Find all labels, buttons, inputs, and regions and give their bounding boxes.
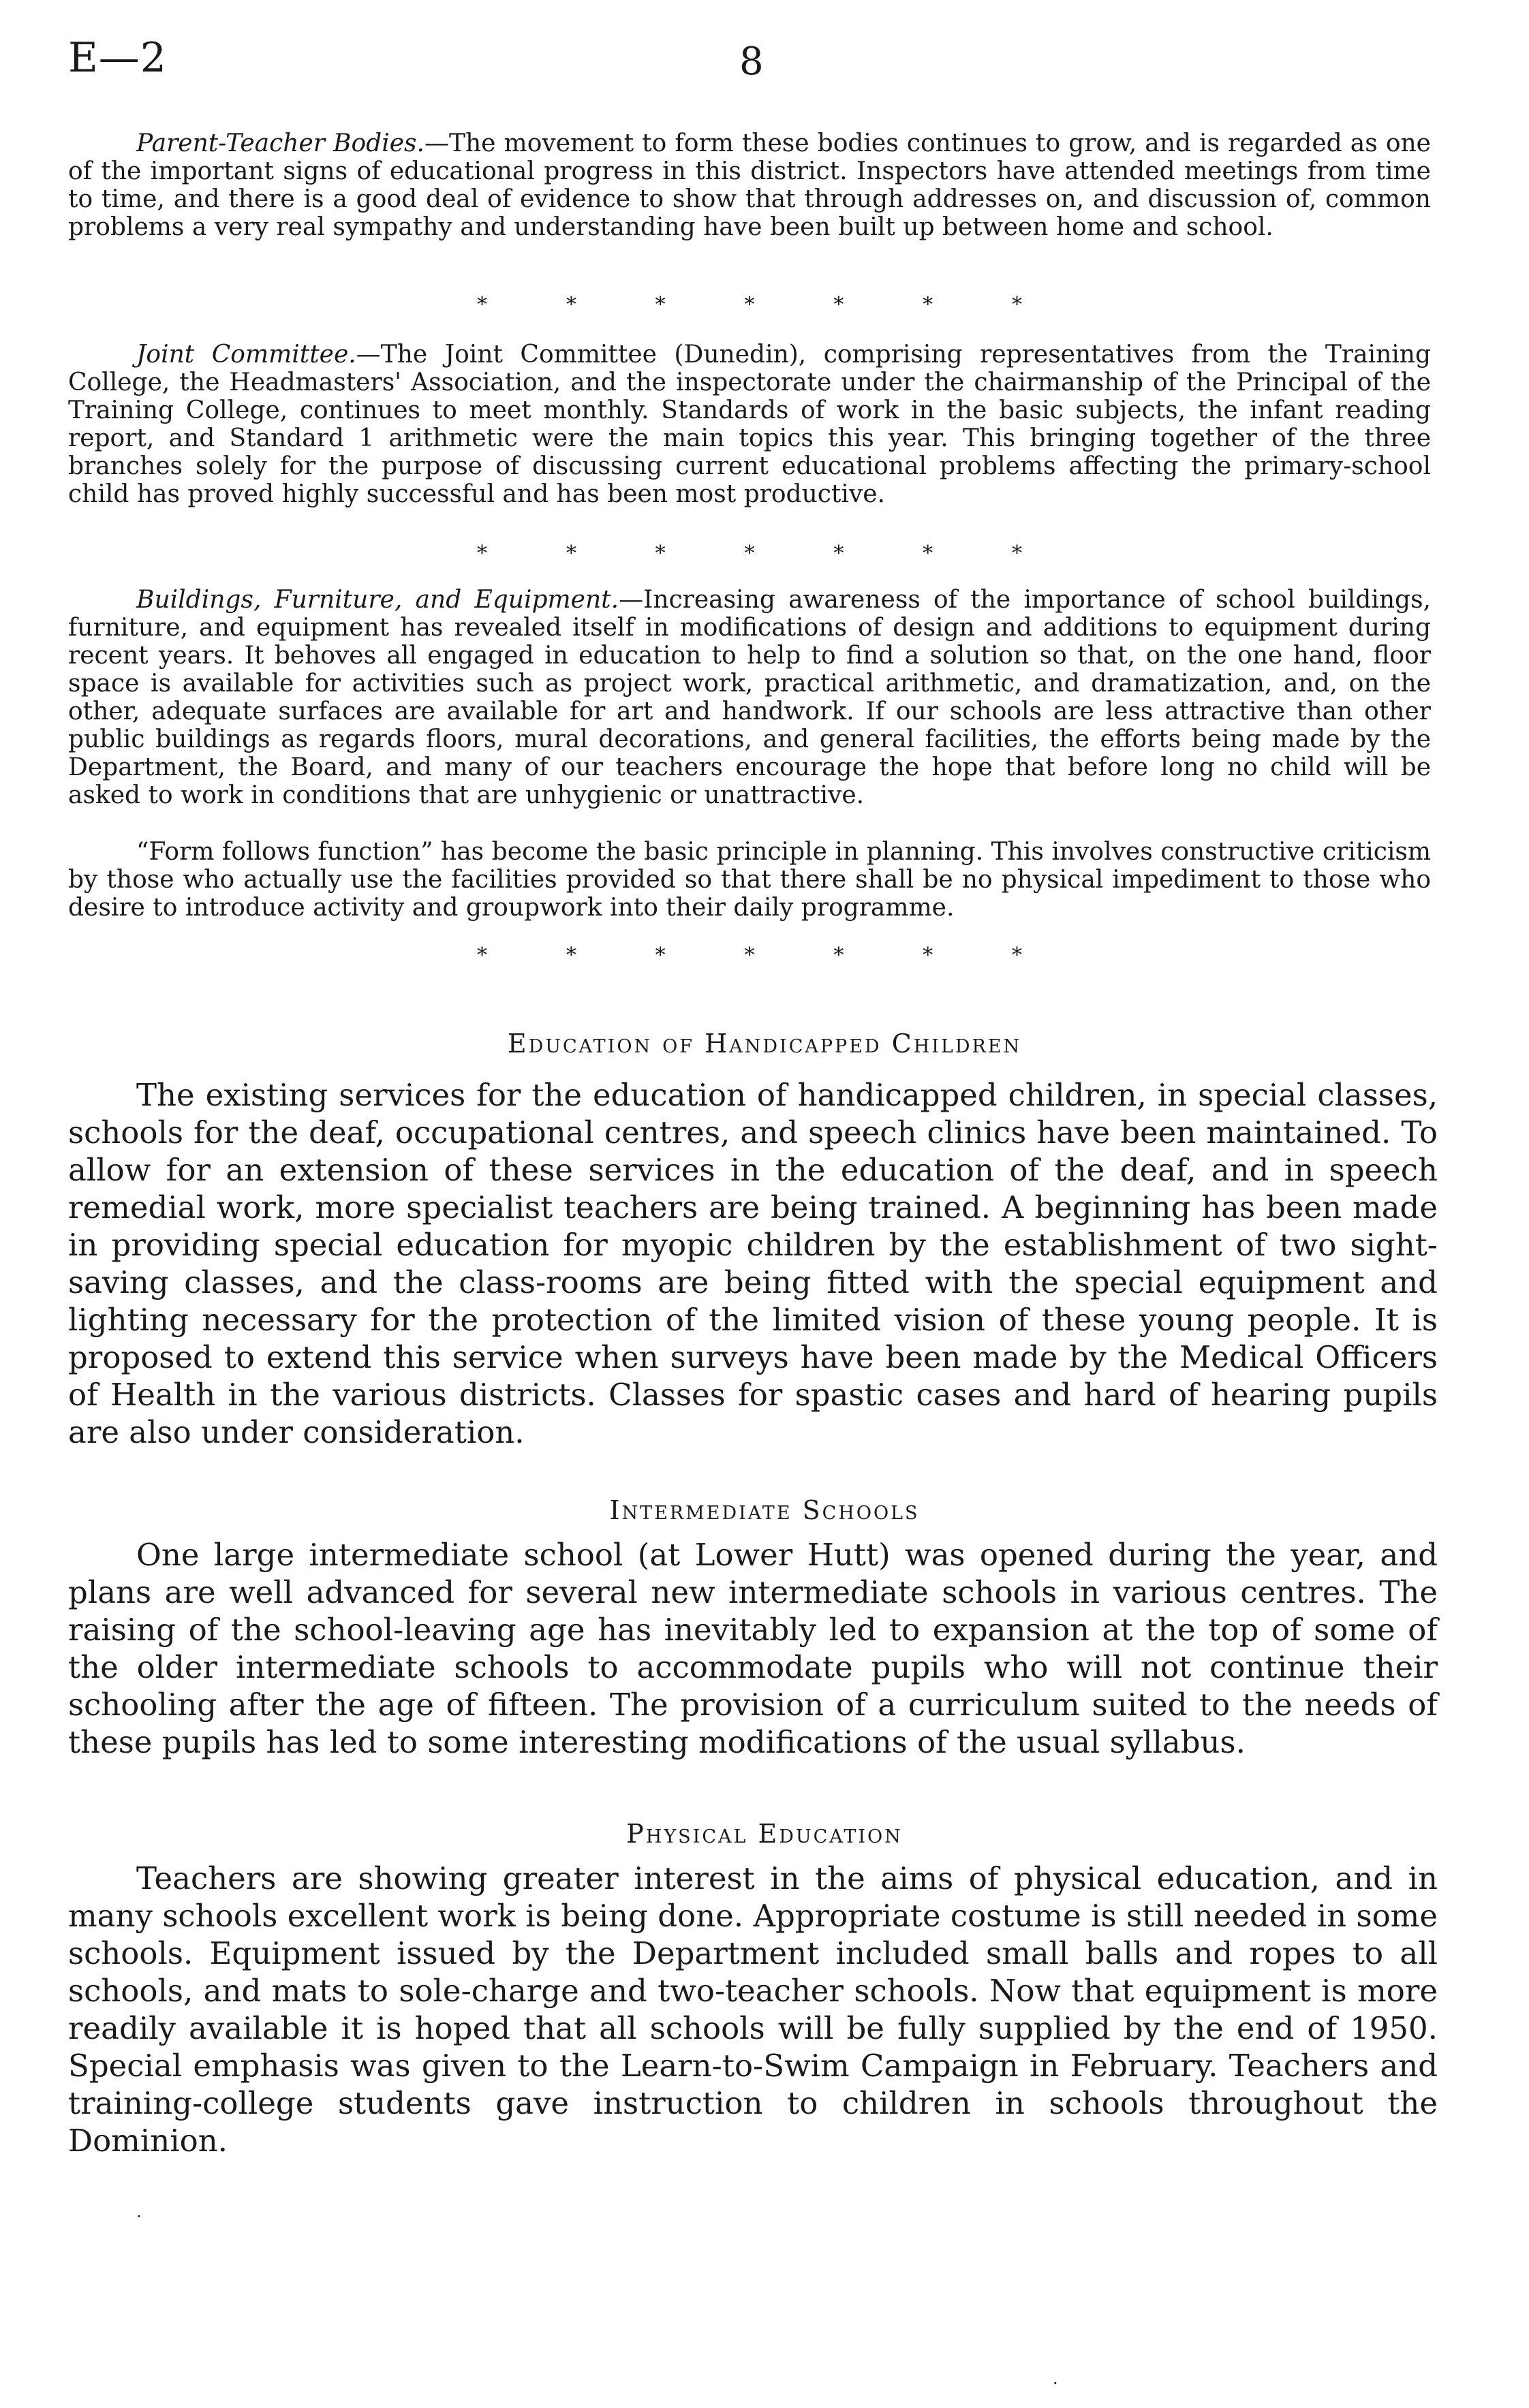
star: * [655, 542, 666, 565]
star: * [923, 293, 933, 317]
star: * [833, 293, 844, 317]
page-number: 8 [739, 40, 764, 84]
print-mark: · [136, 2207, 142, 2226]
star: * [744, 943, 755, 967]
paragraph-body: —The Joint Committee (Dunedin), comprising representatives from the Training College, the Headmasters' Association, and the inspectorate under the chairmanship of the Principal of the Training College, continues to meet monthly. Standards of work in the basic subjects, the infant reading report, and Standard 1 arithmetic were the main topics this year. This bringing together of the three branches solely for the purpose of discussing current educational problems affecting the primary-school child has proved highly successful and has been most productive. [68, 341, 1431, 508]
star: * [833, 943, 844, 967]
section-separator [477, 943, 1022, 967]
paragraph-lead: Joint Committee. [136, 341, 356, 369]
star: * [566, 293, 576, 317]
star: * [477, 293, 487, 317]
star: * [655, 943, 666, 967]
paragraph-body: “Form follows function” has become the basic principle in planning. This involves constructive criticism by those who actually use the facilities provided so that there shall be no physical impediment to those who desire to introduce activity and groupwork into their daily programme. [68, 838, 1431, 922]
paragraph-lead: Parent-Teacher Bodies. [136, 129, 424, 157]
paragraph-joint-committee [68, 341, 1431, 508]
paragraph-buildings [68, 586, 1431, 809]
star: * [833, 542, 844, 565]
star: * [1011, 293, 1022, 317]
paragraph-physical-education: Teachers are showing greater interest in the aims of physical education, and in many schools excellent work is being done. Appropriate costume is still needed in some schools. Equipment issued by the Department included small balls and ropes to all schools, and mats to sole-charge and two-teacher schools. Now that equipment is more readily available it is hoped that all schools will be fully supplied by the end of 1950. Special emphasis was given to the Learn-to-Swim Campaign in February. Teachers and training-college students gave instruction to children in schools throughout the Dominion. [68, 1860, 1438, 2159]
paragraph-intermediate-schools: One large intermediate school (at Lower Hutt) was opened during the year, and plans are well advanced for several new intermediate schools in various centres. The raising of the school-leaving age has inevitably led to expansion at the top of some of the older intermediate schools to accommodate pupils who will not continue their schooling after the age of fifteen. The provision of a curriculum suited to the needs of these pupils has led to some interesting modifications of the usual syllabus. [68, 1537, 1438, 1760]
star: * [477, 542, 487, 565]
report-code: E—2 [68, 34, 167, 82]
paragraph-parent-teacher-bodies [68, 129, 1431, 241]
star: * [923, 943, 933, 967]
star: * [566, 542, 576, 565]
section-heading: Physical Education [626, 1819, 903, 1849]
star: * [1011, 943, 1022, 967]
paragraph-body: —The movement to form these bodies continues to grow, and is regarded as one of the important signs of educational progress in this district. Inspectors have attended meetings from time to time, and there is a good deal of evidence to show that through addresses on, and discussion of, common problems a very real sympathy and understanding have been built up between home and school. [68, 129, 1431, 241]
print-mark: · [1053, 2374, 1058, 2393]
star: * [923, 542, 933, 565]
section-heading: Education of Handicapped Children [507, 1029, 1022, 1059]
section-heading: Intermediate Schools [609, 1495, 920, 1525]
section-separator [477, 542, 1022, 565]
paragraph-handicapped-children: The existing services for the education of handicapped children, in special classes, schools for the deaf, occupational centres, and speech clinics have been maintained. To allow for an extension of these services in the education of the deaf, and in speech remedial work, more specialist teachers are being trained. A beginning has been made in providing special education for myopic children by the establishment of two sight-saving classes, and the class-rooms are being fitted with the special equipment and lighting necessary for the protection of the limited vision of these young people. It is proposed to extend this service when surveys have been made by the Medical Officers of Health in the various districts. Classes for spastic cases and hard of hearing pupils are also under consideration. [68, 1077, 1438, 1450]
paragraph-lead: Buildings, Furniture, and Equipment. [136, 586, 619, 614]
paragraph-form-follows-function [68, 838, 1431, 922]
paragraph-body: —Increasing awareness of the importance of school buildings, furniture, and equipment has revealed itself in modifications of design and additions to equipment during recent years. It behoves all engaged in education to help to find a solution so that, on the one hand, floor space is available for activities such as project work, practical arithmetic, and dramatization, and, on the other, adequate surfaces are available for art and handwork. If our schools are less attractive than other public buildings as regards floors, mural decorations, and general facilities, the efforts being made by the Department, the Board, and many of our teachers encourage the hope that before long no child will be asked to work in conditions that are unhygienic or unattractive. [68, 586, 1432, 809]
star: * [655, 293, 666, 317]
star: * [744, 542, 755, 565]
star: * [477, 943, 487, 967]
star: * [744, 293, 755, 317]
star: * [566, 943, 576, 967]
star: * [1011, 542, 1022, 565]
section-separator [477, 293, 1022, 317]
